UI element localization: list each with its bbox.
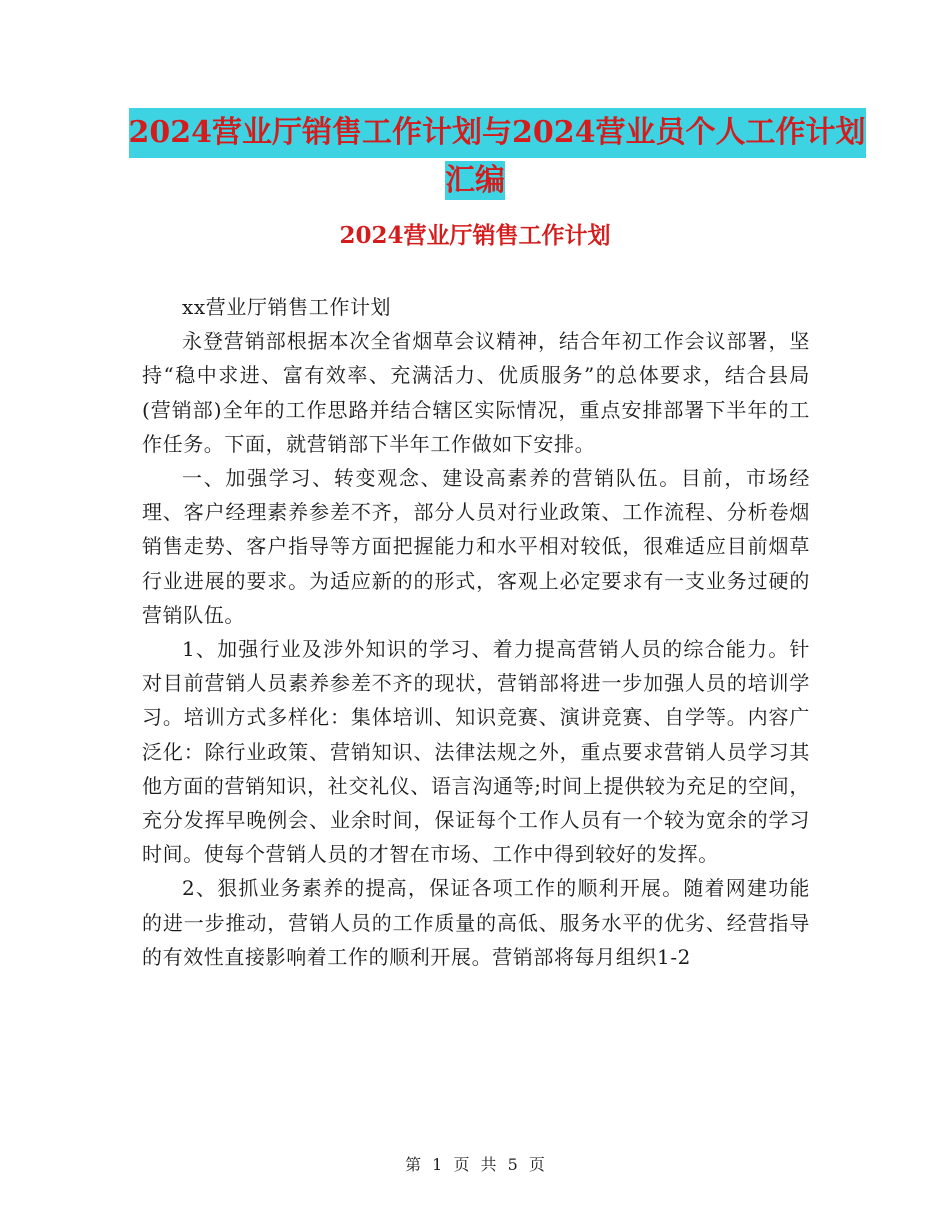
page-footer: 第 1 页 共 5 页 xyxy=(405,1155,545,1174)
document-body xyxy=(142,290,810,974)
paragraph: 一、加强学习、转变观念、建设高素养的营销队伍。目前，市场经理、客户经理素养参差不齐，部分人员对行业政策、工作流程、分析卷烟销售走势、客户指导等方面把握能力和水平相对较低，很难适应目前烟草行业进展的要求。为适应新的的形式，客观上必定要求有一支业务过硬的营销队伍。 xyxy=(142,466,810,627)
paragraph: 2、狠抓业务素养的提高，保证各项工作的顺利开展。随着网建功能的进一步推动，营销人员的工作质量的高低、服务水平的优劣、经营指导的有效性直接影响着工作的顺利开展。营销部将每月组织1-2 xyxy=(142,876,810,969)
document-title xyxy=(0,108,950,204)
paragraph: 1、加强行业及涉外知识的学习、着力提高营销人员的综合能力。针对目前营销人员素养参差不齐的现状，营销部将进一步加强人员的培训学习。培训方式多样化：集体培训、知识竞赛、演讲竞赛、自学等。内容广泛化：除行业政策、营销知识、法律法规之外，重点要求营销人员学习其他方面的营销知识，社交礼仪、语言沟通等;时间上提供较为充足的空间，充分发挥早晚例会、业余时间，保证每个工作人员有一个较为宽余的学习时间。使每个营销人员的才智在市场、工作中得到较好的发挥。 xyxy=(142,637,810,867)
document-title-line2: 汇编 xyxy=(445,163,505,198)
paragraph: 永登营销部根据本次全省烟草会议精神，结合年初工作会议部署，坚持“稳中求进、富有效率、充满活力、优质服务”的总体要求，结合县局(营销部)全年的工作思路并结合辖区实际情况，重点安排部署下半年的工作任务。下面，就营销部下半年工作做如下安排。 xyxy=(142,329,810,456)
document-title-line1: 2024营业厅销售工作计划与2024营业员个人工作计划 xyxy=(129,108,866,158)
paragraph: xx营业厅销售工作计划 xyxy=(182,295,392,319)
section-title: 2024营业厅销售工作计划 xyxy=(339,222,611,249)
